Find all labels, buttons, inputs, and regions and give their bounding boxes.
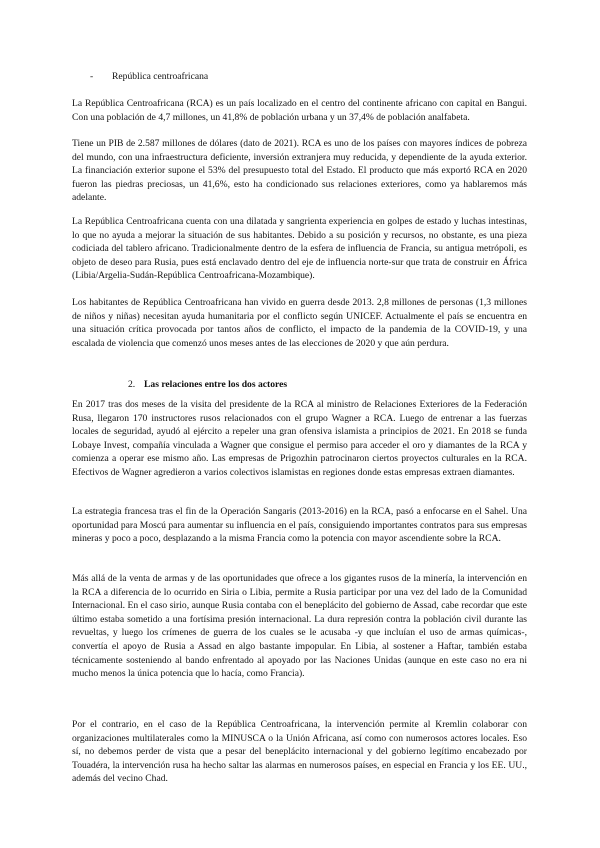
bullet-marker: -	[90, 71, 94, 82]
paragraph-4: Los habitantes de República Centroafricana han vivido en guerra desde 2013. 2,8 millones de personas (1,3 millones de niños y niñas) necesitan ayuda humanitaria por el conflicto según UNICEF. Actualmente el país se encuentra en una situación crítica provocada por tantos años de conflicto, el impacto de la pandemia de la COVID-19, y una escalada de violencia que comenzó unos meses antes de las elecciones de 2020 y que aún perdura.	[72, 297, 527, 349]
paragraph-3: La República Centroafricana cuenta con una dilatada y sangrienta experiencia en golpes de estado y luchas intestinas, lo que no ayuda a mejorar la situación de sus habitantes. Debido a su posición y recursos, no obstante, es una pieza codiciada del tablero africano. Tradicionalmente dentro de la esfera de influencia de Francia, su antigua metrópoli, es objeto de deseo para Rusia, pues está enclavado dentro del eje de influencia norte-sur que trata de construir en África (Libia/Argelia-Sudán-República Centroafricana-Mozambique).	[72, 216, 527, 282]
paragraph-5: En 2017 tras dos meses de la visita del presidente de la RCA al ministro de Relaciones Exteriores de la Federación Rusa, llegaron 170 instructores rusos relacionados con el grupo Wagner a RCA. Luego de entrenar a las fuerzas locales de seguridad, ayudó al ejército a repeler una gran ofensiva islamista a principios de 2021. En 2018 se funda Lobaye Invest, compañía vinculada a Wagner que consigue el permiso para acceder el oro y diamantes de la RCA y comienza a operar ese mismo año. Las empresas de Prigozhin patrocinaron ciertos proyectos culturales en la RCA. Efectivos de Wagner agredieron a varios colectivos islamistas en regiones donde estas empresas extraen diamantes.	[72, 399, 527, 478]
paragraph-8: Por el contrario, en el caso de la República Centroafricana, la intervención permite al Kremlin colaborar con organizaciones multilaterales como la MINUSCA o la Unión Africana, así como con numerosos actores locales. Eso sí, no debemos perder de vista que a pesar del beneplácito internacional y del gobierno legítimo encabezado por Touadéra, la intervención rusa ha hecho saltar las alarmas en numerosos países, en especial en Francia y los EE. UU., además del vecino Chad.	[72, 719, 527, 785]
paragraph-7: Más allá de la venta de armas y de las oportunidades que ofrece a los gigantes rusos de la minería, la intervención en la RCA a diferencia de lo ocurrido en Siria o Libia, permite a Rusia participar por una vez del lado de la Comunidad Internacional. En el caso sirio, aunque Rusia contaba con el beneplácito del gobierno de Assad, cabe recordar que este último estaba sometido a una fortísima presión internacional. La dura represión contra la población civil durante las revueltas, y luego los crímenes de guerra de los cuales se le acusaba -y que incluían el uso de armas químicas-, convertía el apoyo de Rusia a Assad en algo bastante impopular. En Libia, al sostener a Haftar, también estaba técnicamente sosteniendo al bando enfrentado al apoyado por las Naciones Unidas (aunque en este caso no era ni mucho menos la única potencia que lo hacía, como Francia).	[72, 573, 527, 680]
bullet-item	[90, 70, 208, 83]
section-number: 2.	[128, 379, 136, 390]
bullet-text: República centroafricana	[112, 71, 209, 82]
paragraph-6: La estrategia francesa tras el fin de la Operación Sangaris (2013-2016) en la RCA, pasó a enfocarse en el Sahel. Una oportunidad para Moscú para aumentar su influencia en el país, consiguiendo importantes contratos para sus empresas mineras y poco a poco, desplazando a la misma Francia como la potencia con mayor ascendiente sobre la RCA.	[72, 506, 527, 545]
section-heading	[128, 378, 287, 391]
paragraph-2: Tiene un PIB de 2.587 millones de dólares (dato de 2021). RCA es uno de los países con mayores índices de pobreza del mundo, con una infraestructura deficiente, inversión extranjera muy reducida, y dependiente de la ayuda exterior. La financiación exterior supone el 53% del presupuesto total del Estado. El producto que más exportó RCA en 2020 fueron las piedras preciosas, un 41,6%, esto ha condicionado sus relaciones exteriores, como ya hablaremos más adelante.	[72, 138, 527, 204]
section-title: Las relaciones entre los dos actores	[144, 379, 288, 390]
paragraph-1: La República Centroafricana (RCA) es un país localizado en el centro del continente africano con capital en Bangui. Con una población de 4,7 millones, un 41,8% de población urbana y un 37,4% de población analfabeta.	[72, 98, 527, 123]
